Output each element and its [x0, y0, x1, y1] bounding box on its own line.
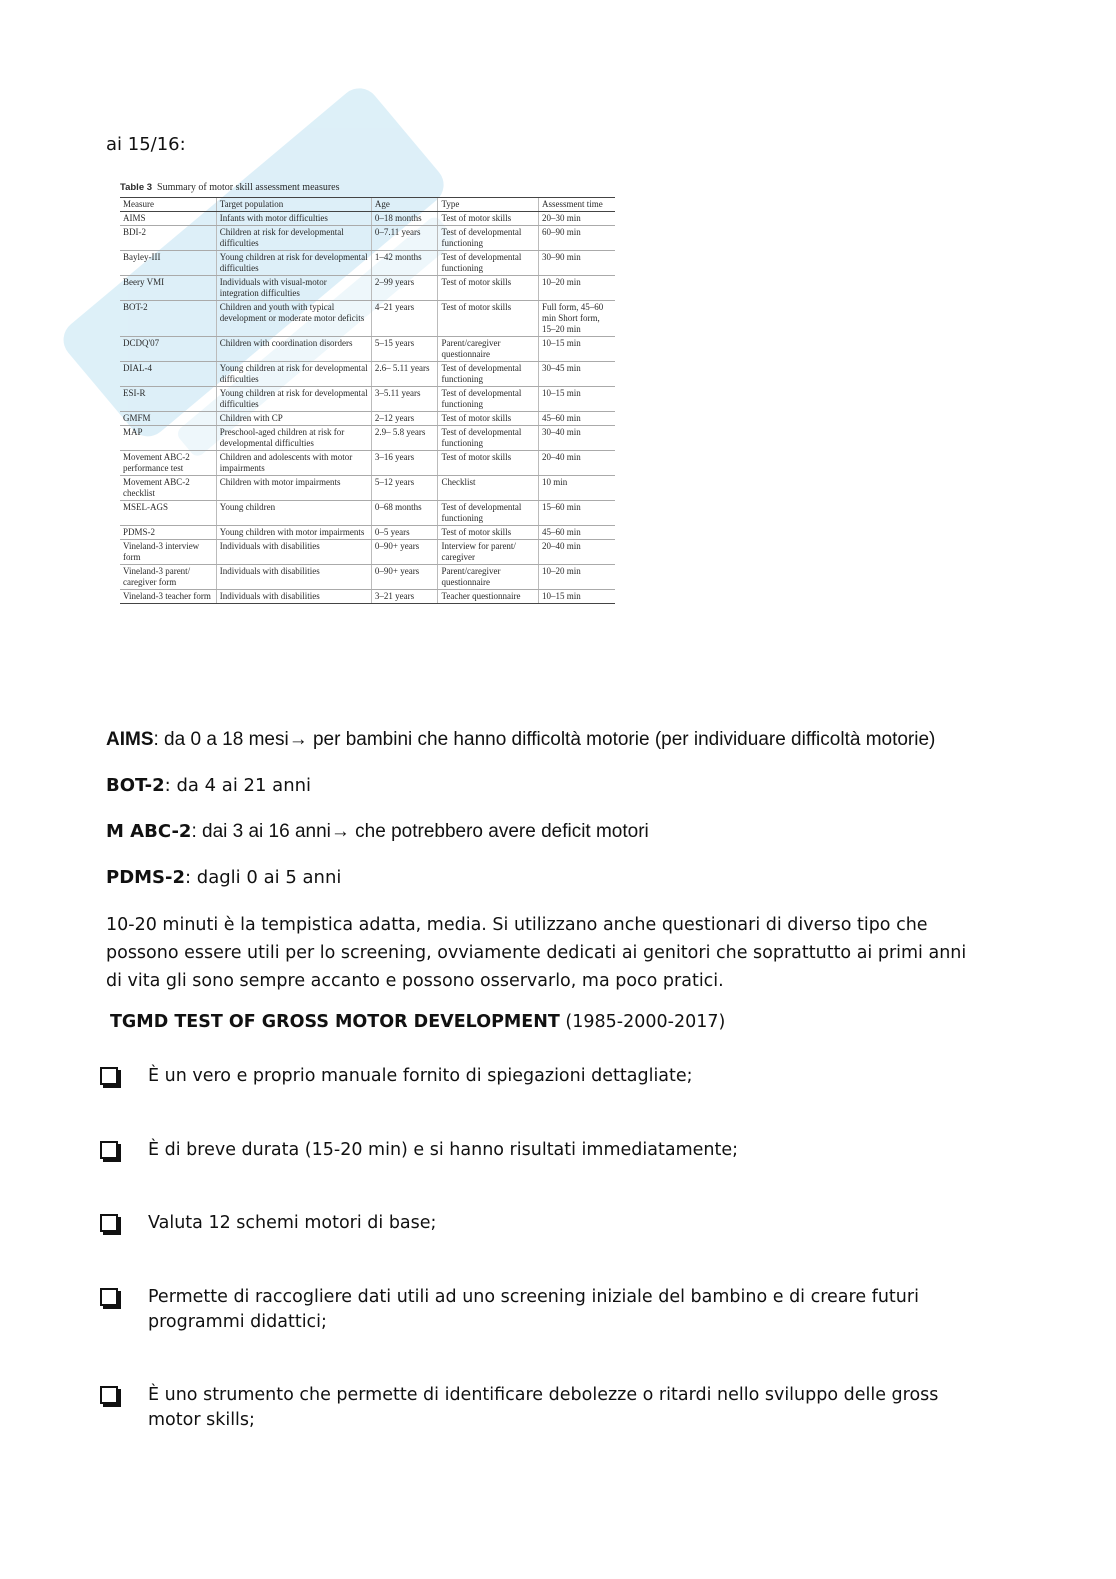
- cell-age: 0–90+ years: [371, 540, 438, 565]
- cell-age: 2.6– 5.11 years: [371, 362, 438, 387]
- cell-assessment-time: Full form, 45–60 min Short form, 15–20 min: [538, 301, 615, 337]
- cell-assessment-time: 10–20 min: [538, 565, 615, 590]
- table-row: [120, 540, 615, 565]
- note-aims-label: AIMS: [106, 729, 154, 750]
- cell-age: 0–18 months: [371, 212, 438, 226]
- tgmd-heading: [110, 1012, 725, 1032]
- cell-target-population: Children at risk for developmental difficulties: [216, 226, 371, 251]
- cell-measure: GMFM: [120, 412, 216, 426]
- table-row: [120, 337, 615, 362]
- cell-age: 0–5 years: [371, 526, 438, 540]
- table-row: [120, 226, 615, 251]
- cell-target-population: Young children at risk for developmental difficulties: [216, 387, 371, 412]
- cell-age: 0–90+ years: [371, 565, 438, 590]
- header-measure: Measure: [120, 198, 216, 212]
- assessment-table: [120, 197, 615, 604]
- cell-target-population: Individuals with visual-motor integration difficulties: [216, 276, 371, 301]
- note-mabc2-label: M ABC-2: [106, 821, 192, 842]
- cell-age: 5–12 years: [371, 476, 438, 501]
- table-row: [120, 501, 615, 526]
- note-bot2: [106, 772, 311, 800]
- cell-assessment-time: 20–40 min: [538, 540, 615, 565]
- cell-measure: BDI-2: [120, 226, 216, 251]
- checkbox-bullet-icon: [100, 1386, 118, 1404]
- cell-age: 2–12 years: [371, 412, 438, 426]
- cell-measure: Movement ABC-2 checklist: [120, 476, 216, 501]
- cell-target-population: Individuals with disabilities: [216, 540, 371, 565]
- note-bot2-label: BOT-2: [106, 775, 165, 796]
- tgmd-years: (1985-2000-2017): [559, 1012, 726, 1032]
- bullet-text: Valuta 12 schemi motori di base;: [148, 1213, 437, 1233]
- cell-age: 3–21 years: [371, 590, 438, 604]
- table-row: [120, 212, 615, 226]
- cell-measure: Movement ABC-2 performance test: [120, 451, 216, 476]
- cell-assessment-time: 10–15 min: [538, 590, 615, 604]
- bullet-text: Permette di raccogliere dati utili ad uno screening iniziale del bambino e di creare futuri programmi didattici;: [148, 1287, 919, 1332]
- cell-age: 3–16 years: [371, 451, 438, 476]
- cell-assessment-time: 30–40 min: [538, 426, 615, 451]
- cell-target-population: Individuals with disabilities: [216, 590, 371, 604]
- cell-type: Test of motor skills: [438, 412, 538, 426]
- cell-measure: Vineland-3 teacher form: [120, 590, 216, 604]
- header-type: Type: [438, 198, 538, 212]
- table-caption-text: Summary of motor skill assessment measures: [157, 182, 340, 193]
- table-label: Table 3: [120, 182, 153, 193]
- cell-age: 0–7.11 years: [371, 226, 438, 251]
- cell-target-population: Preschool-aged children at risk for developmental difficulties: [216, 426, 371, 451]
- cell-measure: MAP: [120, 426, 216, 451]
- cell-assessment-time: 10–15 min: [538, 387, 615, 412]
- cell-type: Parent/caregiver questionnaire: [438, 337, 538, 362]
- assessment-table-figure: [120, 182, 615, 604]
- cell-type: Teacher questionnaire: [438, 590, 538, 604]
- header-age: Age: [371, 198, 438, 212]
- cell-measure: Vineland-3 parent/ caregiver form: [120, 565, 216, 590]
- note-pdms2-text: : dagli 0 ai 5 anni: [185, 867, 342, 888]
- cell-type: Test of developmental functioning: [438, 251, 538, 276]
- table-row: [120, 476, 615, 501]
- cell-target-population: Young children at risk for developmental difficulties: [216, 251, 371, 276]
- cell-type: Test of developmental functioning: [438, 387, 538, 412]
- table-row: [120, 251, 615, 276]
- cell-target-population: Children and youth with typical development or moderate motor deficits: [216, 301, 371, 337]
- checkbox-bullet-icon: [100, 1214, 118, 1232]
- table-row: [120, 301, 615, 337]
- cell-measure: PDMS-2: [120, 526, 216, 540]
- cell-measure: AIMS: [120, 212, 216, 226]
- cell-assessment-time: 10–15 min: [538, 337, 615, 362]
- cell-age: 2.9– 5.8 years: [371, 426, 438, 451]
- cell-measure: MSEL-AGS: [120, 501, 216, 526]
- note-pdms2-label: PDMS-2: [106, 867, 186, 888]
- bullet-text: È di breve durata (15-20 min) e si hanno risultati immediatamente;: [148, 1140, 738, 1160]
- cell-type: Test of developmental functioning: [438, 362, 538, 387]
- cell-target-population: Children with coordination disorders: [216, 337, 371, 362]
- note-aims: [106, 726, 935, 754]
- cell-assessment-time: 20–40 min: [538, 451, 615, 476]
- cell-assessment-time: 45–60 min: [538, 412, 615, 426]
- cell-age: 5–15 years: [371, 337, 438, 362]
- cell-target-population: Children with CP: [216, 412, 371, 426]
- table-row: [120, 362, 615, 387]
- cell-type: Checklist: [438, 476, 538, 501]
- screening-paragraph: 10-20 minuti è la tempistica adatta, media. Si utilizzano anche questionari di diverso tipo che possono essere utili per lo screening, ovviamente dedicati ai genitori che soprattutto ai primi anni di vita gli sono sempre accanto e possono osservarlo, ma poco pratici.: [106, 915, 967, 991]
- cell-measure: Beery VMI: [120, 276, 216, 301]
- table-row: [120, 451, 615, 476]
- checkbox-bullet-icon: [100, 1141, 118, 1159]
- note-mabc2: [106, 818, 649, 846]
- cell-type: Interview for parent/ caregiver: [438, 540, 538, 565]
- cell-assessment-time: 60–90 min: [538, 226, 615, 251]
- cell-assessment-time: 45–60 min: [538, 526, 615, 540]
- table-row: [120, 590, 615, 604]
- intro-text: ai 15/16:: [106, 134, 186, 155]
- cell-measure: DIAL-4: [120, 362, 216, 387]
- note-pdms2: [106, 864, 341, 892]
- cell-measure: Bayley-III: [120, 251, 216, 276]
- cell-age: 3–5.11 years: [371, 387, 438, 412]
- cell-type: Test of developmental functioning: [438, 501, 538, 526]
- cell-target-population: Individuals with disabilities: [216, 565, 371, 590]
- table-row: [120, 565, 615, 590]
- cell-target-population: Children with motor impairments: [216, 476, 371, 501]
- checkbox-bullet-icon: [100, 1067, 118, 1085]
- table-row: [120, 276, 615, 301]
- cell-measure: ESI-R: [120, 387, 216, 412]
- cell-target-population: Young children with motor impairments: [216, 526, 371, 540]
- cell-type: Test of developmental functioning: [438, 426, 538, 451]
- bullet-text: È uno strumento che permette di identificare debolezze o ritardi nello sviluppo delle gross motor skills;: [148, 1385, 939, 1430]
- cell-type: Test of motor skills: [438, 301, 538, 337]
- cell-target-population: Young children: [216, 501, 371, 526]
- cell-type: Test of motor skills: [438, 212, 538, 226]
- tgmd-title: TGMD TEST OF GROSS MOTOR DEVELOPMENT: [110, 1012, 560, 1032]
- cell-age: 0–68 months: [371, 501, 438, 526]
- cell-measure: DCDQ'07: [120, 337, 216, 362]
- cell-type: Parent/caregiver questionnaire: [438, 565, 538, 590]
- cell-assessment-time: 10–20 min: [538, 276, 615, 301]
- note-mabc2-text: : dai 3 ai 16 anni→ che potrebbero avere deficit motori: [191, 821, 649, 842]
- cell-age: 1–42 months: [371, 251, 438, 276]
- cell-measure: BOT-2: [120, 301, 216, 337]
- cell-type: Test of developmental functioning: [438, 226, 538, 251]
- table-header-row: [120, 198, 615, 212]
- table-row: [120, 426, 615, 451]
- cell-assessment-time: 10 min: [538, 476, 615, 501]
- cell-age: 4–21 years: [371, 301, 438, 337]
- header-target-population: Target population: [216, 198, 371, 212]
- cell-assessment-time: 30–90 min: [538, 251, 615, 276]
- cell-assessment-time: 20–30 min: [538, 212, 615, 226]
- table-row: [120, 387, 615, 412]
- cell-target-population: Children and adolescents with motor impairments: [216, 451, 371, 476]
- note-bot2-text: : da 4 ai 21 anni: [164, 775, 312, 796]
- table-row: [120, 412, 615, 426]
- cell-age: 2–99 years: [371, 276, 438, 301]
- cell-type: Test of motor skills: [438, 451, 538, 476]
- cell-type: Test of motor skills: [438, 276, 538, 301]
- cell-target-population: Young children at risk for developmental difficulties: [216, 362, 371, 387]
- note-aims-text: : da 0 a 18 mesi→ per bambini che hanno difficoltà motorie (per individuare difficoltà motorie): [153, 729, 936, 750]
- cell-measure: Vineland-3 interview form: [120, 540, 216, 565]
- table-caption: [120, 182, 615, 193]
- cell-target-population: Infants with motor difficulties: [216, 212, 371, 226]
- header-assessment-time: Assessment time: [538, 198, 615, 212]
- checkbox-bullet-icon: [100, 1288, 118, 1306]
- bullet-text: È un vero e proprio manuale fornito di spiegazioni dettagliate;: [148, 1066, 693, 1086]
- cell-assessment-time: 30–45 min: [538, 362, 615, 387]
- table-row: [120, 526, 615, 540]
- cell-assessment-time: 15–60 min: [538, 501, 615, 526]
- cell-type: Test of motor skills: [438, 526, 538, 540]
